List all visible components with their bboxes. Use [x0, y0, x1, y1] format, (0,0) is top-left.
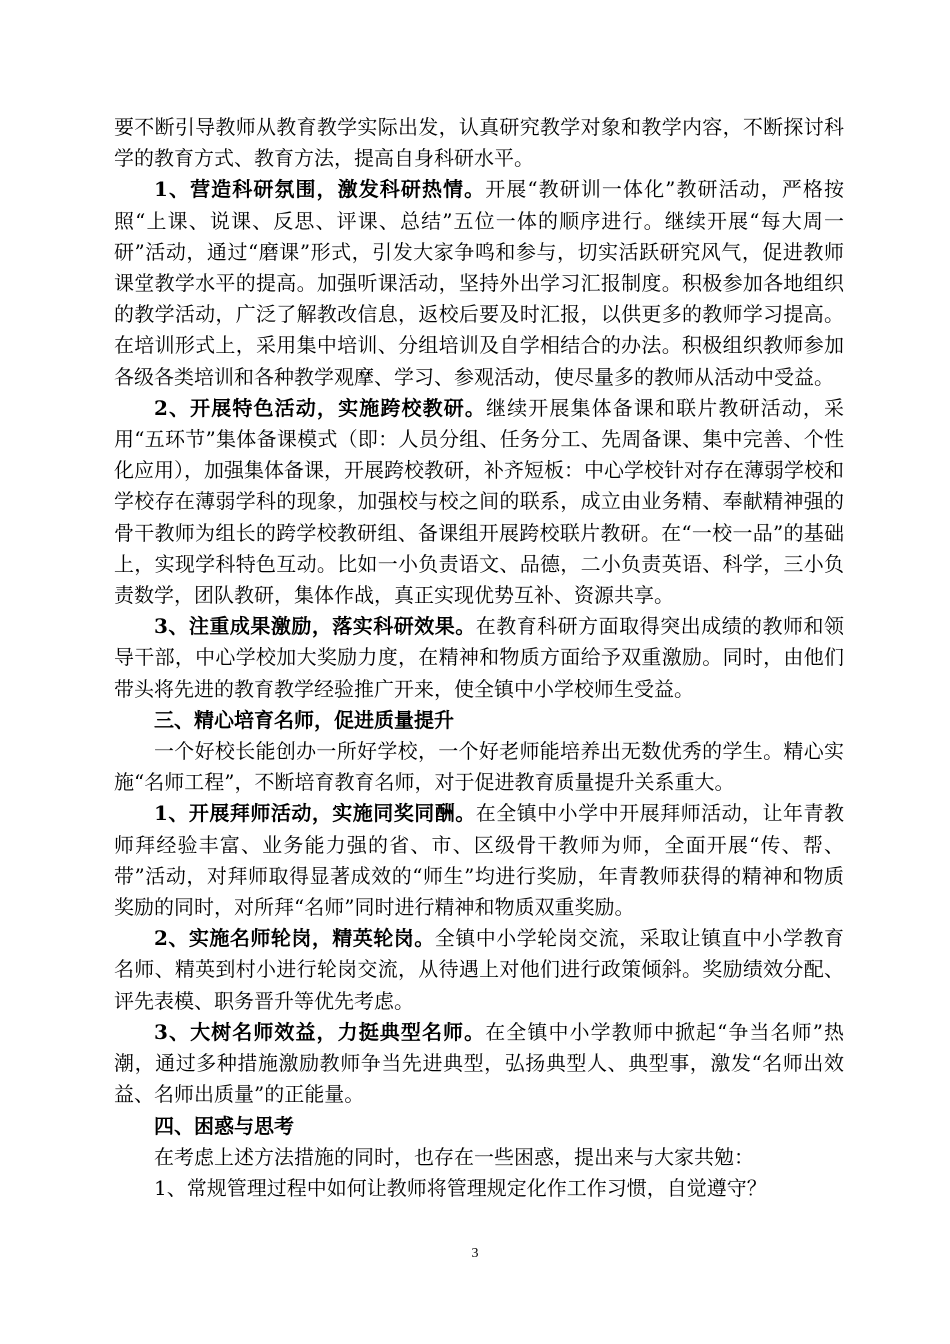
- paragraph-9-heading: 3、大树名师效益，力挺典型名师。: [154, 1019, 486, 1044]
- paragraph-4-heading: 3、注重成果激励，落实科研效果。: [154, 614, 476, 639]
- document-body: [114, 112, 844, 1204]
- paragraph-3-heading: 2、开展特色活动，实施跨校教研。: [154, 395, 486, 420]
- paragraph-8: [114, 923, 844, 1017]
- paragraph-12: [114, 1173, 844, 1204]
- section-heading-4-text: 四、困惑与思考: [154, 1113, 294, 1138]
- paragraph-3-text: 继续开展集体备课和联片教研活动，采用“五环节”集体备课模式（即：人员分组、任务分工、先周备课、集中完善、个性化应用），加强集体备课，开展跨校教研，补齐短板：中心学校针对存在薄弱学校和学校存在薄弱学科的现象，加强校与校之间的联系，成立由业务精、奉献精神强的骨干教师为组长的跨学校教研组、备课组开展跨校联片教研。在“一校一品”的基础上，实现学科特色互动。比如一小负责语文、品德，二小负责英语、科学，三小负责数学，团队教研，集体作战，真正实现优势互补、资源共享。: [114, 395, 845, 608]
- paragraph-2-text: 开展“教研训一体化”教研活动，严格按照“上课、说课、反思、评课、总结”五位一体的顺序进行。继续开展“每大周一研”活动，通过“磨课”形式，引发大家争鸣和参与，切实活跃研究风气，促进教师课堂教学水平的提高。加强听课活动，坚持外出学习汇报制度。积极参加各地组织的教学活动，广泛了解教改信息，返校后要及时汇报，以供更多的教师学习提高。在培训形式上，采用集中培训、分组培训及自学相结合的办法。积极组织教师参加各级各类培训和各种教学观摩、学习、参观活动，使尽量多的教师从活动中受益。: [114, 177, 845, 389]
- paragraph-9-text: 在全镇中小学教师中掀起“争当名师”热潮，通过多种措施激励教师争当先进典型，弘扬典型人、典型事，激发“名师出效益、名师出质量”的正能量。: [114, 1019, 845, 1107]
- section-heading-3-text: 三、精心培育名师，促进质量提升: [154, 707, 454, 732]
- paragraph-8-text: 全镇中小学轮岗交流，采取让镇直中小学教育名师、精英到村小进行轮岗交流，从待遇上对他们进行政策倾斜。奖励绩效分配、评先表模、职务晋升等优先考虑。: [114, 926, 845, 1013]
- section-heading-3: [114, 705, 844, 736]
- paragraph-6-text: 一个好校长能创办一所好学校，一个好老师能培养出无数优秀的学生。精心实施“名师工程”，不断培育教育名师，对于促进教育质量提升关系重大。: [114, 739, 844, 795]
- paragraph-6: [114, 736, 844, 798]
- paragraph-8-heading: 2、实施名师轮岗，精英轮岗。: [154, 926, 435, 951]
- section-heading-4: [114, 1111, 844, 1142]
- paragraph-7-text: 在全镇中小学中开展拜师活动，让年青教师拜经验丰富、业务能力强的省、市、区级骨干教师为师，全面开展“传、帮、带”活动，对拜师取得显著成效的“师生”均进行奖励，年青教师获得的精神和物质奖励的同时，对所拜“名师”同时进行精神和物质双重奖励。: [114, 801, 845, 920]
- paragraph-11: [114, 1142, 844, 1173]
- paragraph-2: [114, 174, 844, 392]
- paragraph-11-text: 在考虑上述方法措施的同时，也存在一些困惑，提出来与大家共勉：: [154, 1144, 754, 1169]
- page-number: 3: [471, 1246, 479, 1261]
- paragraph-4: [114, 611, 844, 705]
- paragraph-1-text: 要不断引导教师从教育教学实际出发，认真研究教学对象和教学内容，不断探讨科学的教育方式、教育方法，提高自身科研水平。: [114, 115, 844, 171]
- paragraph-7-heading: 1、开展拜师活动，实施同奖同酬。: [154, 801, 476, 826]
- paragraph-1: [114, 112, 844, 174]
- paragraph-12-text: 1、常规管理过程中如何让教师将管理规定化作工作习惯，自觉遵守？: [154, 1175, 767, 1200]
- paragraph-9: [114, 1017, 844, 1111]
- paragraph-4-text: 在教育科研方面取得突出成绩的教师和领导干部，中心学校加大奖励力度，在精神和物质方面给予双重激励。同时，由他们带头将先进的教育教学经验推广开来，使全镇中小学校师生受益。: [114, 614, 845, 701]
- paragraph-7: [114, 798, 844, 923]
- paragraph-3: [114, 393, 844, 611]
- paragraph-2-heading: 1、营造科研氛围，激发科研热情。: [154, 177, 486, 202]
